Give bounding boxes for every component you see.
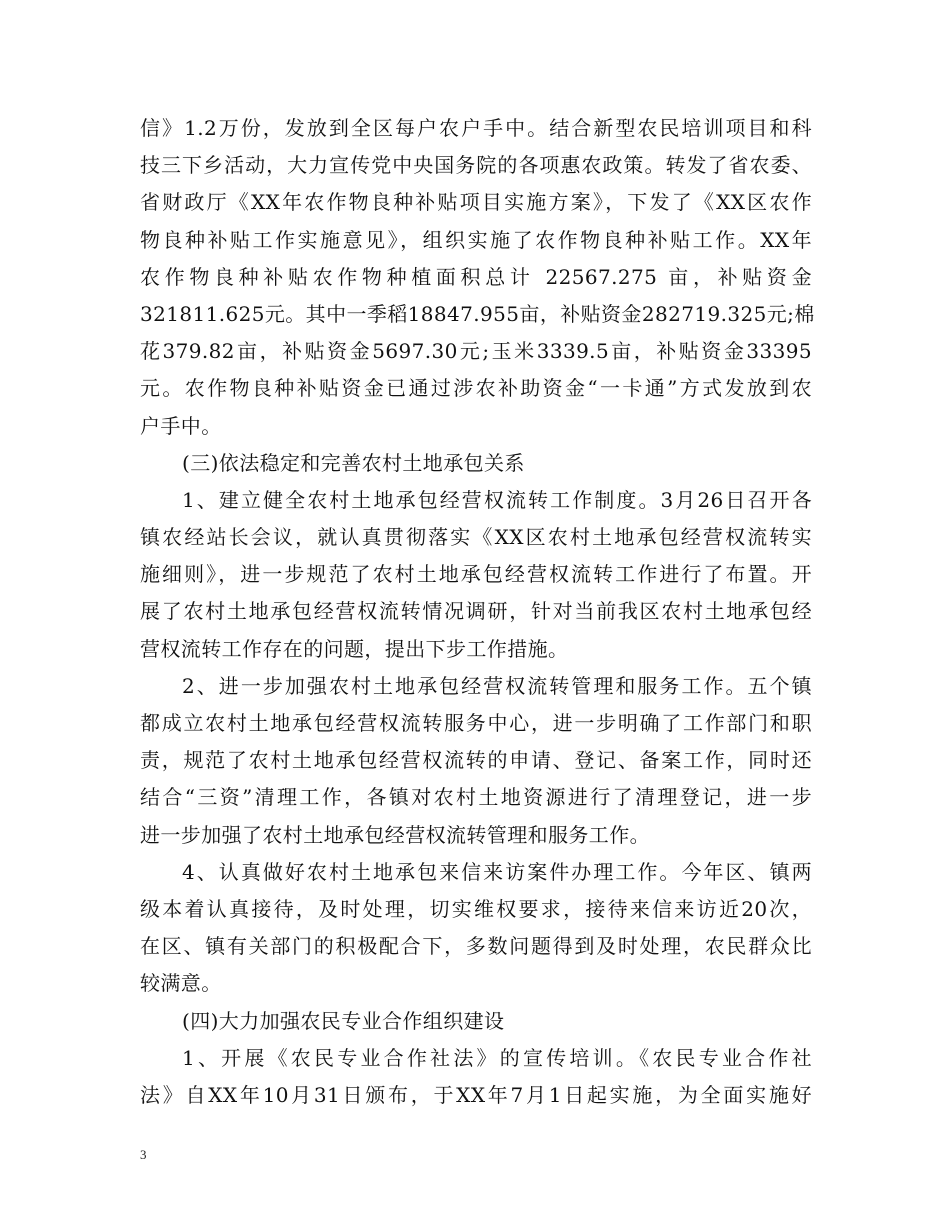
text-line: 结合“三资”清理工作，各镇对农村土地资源进行了清理登记，进一步 [140, 785, 812, 810]
text-line: 2、进一步加强农村土地承包经营权流转管理和服务工作。五个镇 [182, 673, 812, 698]
text-line: 镇农经站长会议，就认真贯彻落实《XX区农村土地承包经营权流转实 [140, 525, 812, 550]
text-line: 都成立农村土地承包经营权流转服务中心，进一步明确了工作部门和职 [140, 711, 812, 735]
text-line: 级本着认真接待，及时处理，切实维权要求，接待来信来访近20次， [140, 896, 812, 921]
text-line: 1、开展《农民专业合作社法》的宣传培训。《农民专业合作社 [182, 1045, 812, 1070]
text-line: (四)大力加强农民专业合作组织建设 [182, 1008, 505, 1033]
text-line: 较满意。 [140, 971, 222, 996]
text-line: 信》1.2万份，发放到全区每户农户手中。结合新型农民培训项目和科 [140, 116, 812, 140]
text-line: 农作物良种补贴农作物种植面积总计 22567.275 亩，补贴资金 [140, 264, 812, 289]
text-line: 321811.625元。其中一季稻18847.955亩，补贴资金282719.325元;棉 [140, 301, 815, 326]
text-line: 技三下乡活动，大力宣传党中央国务院的各项惠农政策。转发了省农委、 [140, 153, 812, 178]
text-line: 省财政厅《XX年农作物良种补贴项目实施方案》，下发了《XX区农作 [140, 190, 812, 215]
text-line: 营权流转工作存在的问题，提出下步工作措施。 [140, 636, 569, 661]
text-line: 1、建立健全农村土地承包经营权流转工作制度。3月26日召开各 [182, 487, 812, 512]
text-line: 物良种补贴工作实施意见》，组织实施了农作物良种补贴工作。XX年 [140, 227, 812, 252]
text-line: 元。农作物良种补贴资金已通过涉农补助资金“一卡通”方式发放到农 [140, 376, 812, 401]
text-line: (三)依法稳定和完善农村土地承包关系 [182, 450, 525, 475]
document-body [140, 110, 815, 1114]
text-line: 花379.82亩，补贴资金5697.30元;玉米3339.5亩，补贴资金33395 [140, 339, 812, 364]
text-line: 在区、镇有关部门的积极配合下，多数问题得到及时处理，农民群众比 [140, 934, 812, 959]
text-line: 进一步加强了农村土地承包经营权流转管理和服务工作。 [140, 822, 650, 847]
text-line: 4、认真做好农村土地承包来信来访案件办理工作。今年区、镇两 [182, 859, 812, 884]
text-line: 责，规范了农村土地承包经营权流转的申请、登记、备案工作，同时还 [140, 748, 812, 773]
text-line: 户手中。 [140, 413, 222, 438]
text-line: 施细则》，进一步规范了农村土地承包经营权流转工作进行了布置。开 [140, 562, 812, 587]
page-number: 3 [140, 1147, 147, 1162]
text-line: 法》自XX年10月31日颁布，于XX年7月1日起实施，为全面实施好 [140, 1082, 812, 1107]
text-line: 展了农村土地承包经营权流转情况调研，针对当前我区农村土地承包经 [140, 599, 812, 624]
